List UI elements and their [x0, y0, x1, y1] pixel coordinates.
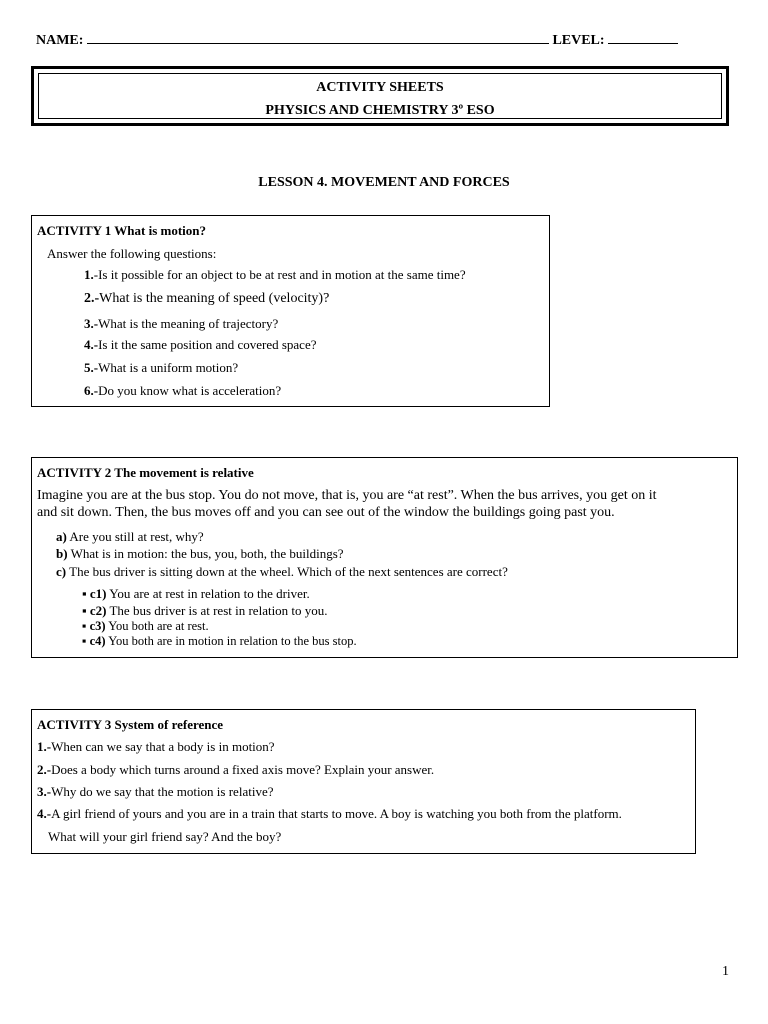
title-box-inner: [38, 73, 722, 119]
bullet-icon: ▪: [82, 603, 87, 618]
question-number: 5.-: [84, 360, 99, 375]
level-blank[interactable]: [608, 33, 678, 44]
activity3-question-1: [37, 739, 275, 755]
question-text: -Is it possible for an object to be at rest and in motion at the same time?: [93, 267, 466, 282]
question-number: 1.: [84, 267, 94, 282]
activity2-item-b: [56, 546, 344, 562]
question-text: What is a uniform motion?: [98, 360, 239, 375]
activity1-intro: Answer the following questions:: [47, 246, 217, 261]
question-number: 1.-: [37, 739, 52, 754]
name-blank[interactable]: [87, 33, 549, 44]
activity2-title: ACTIVITY 2 The movement is relative: [37, 465, 254, 480]
activity1-question-5: [84, 360, 238, 376]
question-number: 6.-: [84, 383, 99, 398]
option-text: You both are at rest.: [105, 619, 209, 633]
option-label: c2): [89, 603, 107, 618]
activity2-item-c: [56, 564, 508, 580]
activity2-item-a: [56, 529, 204, 545]
option-label: c1): [89, 586, 107, 601]
title-box: [31, 66, 729, 126]
activity2-option-c3: [82, 619, 209, 634]
item-text: What is in motion: the bus, you, both, the buildings?: [67, 546, 344, 561]
item-label: b): [56, 546, 68, 561]
activity2-paragraph-line-1: Imagine you are at the bus stop. You do not move, that is, you are “at rest”. When the bus arrives, you get on it: [37, 488, 657, 503]
activity1-title: ACTIVITY 1 What is motion?: [37, 223, 207, 238]
header-line: [36, 33, 678, 49]
activity1-question-4: [84, 337, 317, 353]
question-text: What is the meaning of speed (velocity)?: [99, 291, 330, 306]
page-number: 1: [722, 964, 729, 979]
bullet-icon: ▪: [82, 619, 87, 633]
activity3-question-3: [37, 784, 273, 800]
option-text: The bus driver is at rest in relation to you.: [106, 603, 328, 618]
question-number: 4.-: [84, 337, 99, 352]
question-number: 4.-: [37, 806, 52, 821]
question-text: Why do we say that the motion is relative?: [51, 784, 274, 799]
question-number: 2.-: [37, 762, 52, 777]
question-number: 3.-: [37, 784, 52, 799]
item-label: a): [56, 529, 67, 544]
bullet-icon: ▪: [82, 634, 87, 648]
activity3-continuation: What will your girl friend say? And the boy?: [48, 829, 282, 844]
question-text: When can we say that a body is in motion?: [51, 739, 275, 754]
activity2-paragraph-line-2: and sit down. Then, the bus moves off and you can see out of the window the buildings going past you.: [37, 505, 615, 520]
item-label: c): [56, 564, 67, 579]
item-text: Are you still at rest, why?: [66, 529, 204, 544]
activity1-question-6: [84, 383, 281, 399]
question-text: A girl friend of yours and you are in a train that starts to move. A boy is watching you both from the platform.: [51, 806, 622, 821]
activity3-question-4: [37, 806, 622, 822]
question-text: Does a body which turns around a fixed axis move? Explain your answer.: [51, 762, 435, 777]
bullet-icon: ▪: [82, 586, 87, 601]
level-label: LEVEL:: [552, 33, 605, 48]
activity1-question-3: [84, 316, 278, 332]
question-text: What is the meaning of trajectory?: [98, 316, 279, 331]
activity2-option-c1: [82, 586, 310, 602]
activity1-box: [31, 215, 550, 407]
question-number: 2.-: [84, 291, 100, 306]
option-label: c3): [89, 619, 106, 633]
option-label: c4): [89, 634, 106, 648]
activity1-question-2: [84, 291, 329, 307]
title-line-1: ACTIVITY SHEETS: [316, 80, 444, 95]
activity2-option-c4: [82, 634, 357, 649]
option-text: You both are in motion in relation to the bus stop.: [105, 634, 357, 648]
activity3-title: ACTIVITY 3 System of reference: [37, 717, 224, 732]
title-line-2: PHYSICS AND CHEMISTRY 3º ESO: [265, 103, 495, 118]
activity3-box: [31, 709, 696, 854]
activity1-question-1: [84, 267, 466, 283]
question-text: Is it the same position and covered space?: [98, 337, 317, 352]
name-label: NAME:: [36, 33, 84, 48]
lesson-title: LESSON 4. MOVEMENT AND FORCES: [258, 175, 510, 190]
option-text: You are at rest in relation to the driver.: [106, 586, 310, 601]
item-text: The bus driver is sitting down at the wheel. Which of the next sentences are correct?: [66, 564, 508, 579]
activity2-option-c2: [82, 603, 328, 619]
question-text: Do you know what is acceleration?: [98, 383, 282, 398]
activity2-box: [31, 457, 738, 658]
question-number: 3.-: [84, 316, 99, 331]
activity3-question-2: [37, 762, 434, 778]
